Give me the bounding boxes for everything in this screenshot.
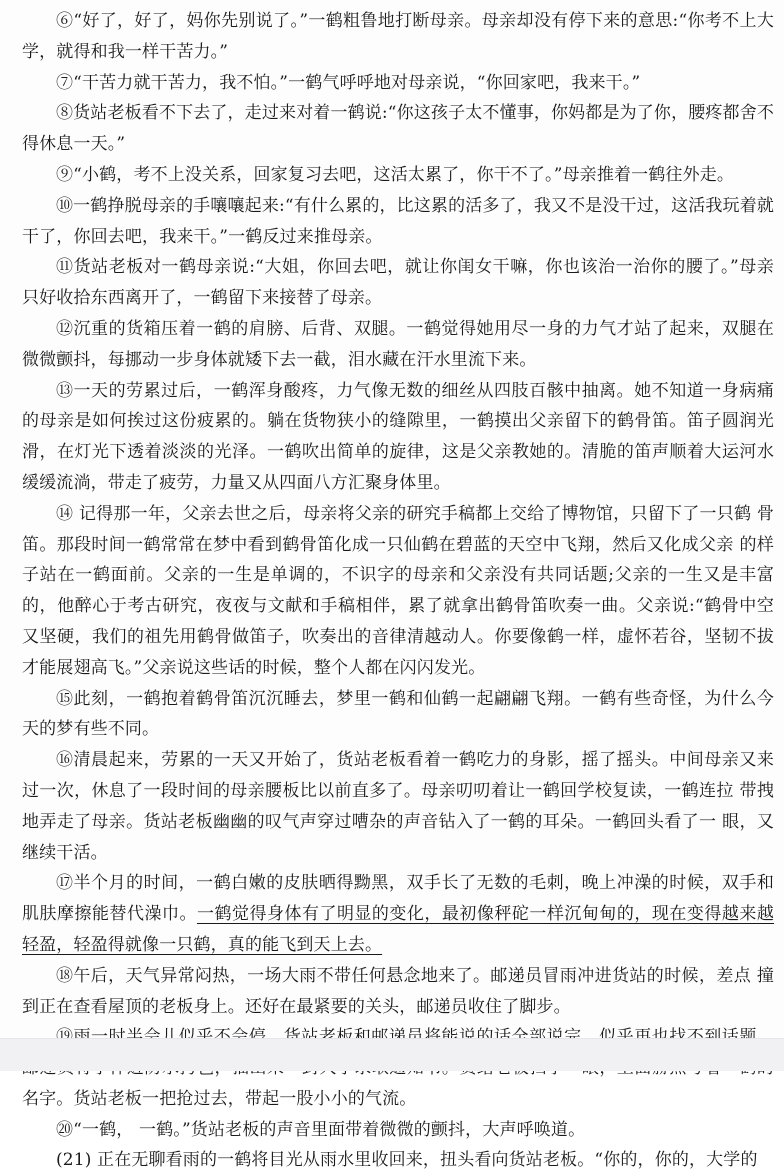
paragraph-15-text: ⑮此刻，一鹤抱着鹤骨笛沉沉睡去，梦里一鹤和仙鹤一起翩翩飞翔。一鹤有些奇怪，为什么今天的梦有些不同。 (22, 688, 774, 740)
paragraph-20 (22, 1115, 774, 1146)
paragraph-18-text: ⑱午后，天气异常闷热，一场大雨不带任何悬念地来了。邮递员冒雨冲进货站的时候，差点 撞到正在查看屋顶的老板身上。还好在最紧要的关头，邮递员收住了脚步。 (22, 965, 774, 1017)
paragraph-14 (22, 499, 774, 684)
paragraph-19-text: 名字。货站老板一把抢过去，带起一股小小的气流。 (22, 1088, 417, 1109)
paragraph-6 (22, 6, 774, 68)
paragraph-17-underlined-sentence: 一鹤觉得身体有了明显的变化，最初像秤砣一样沉甸甸的，现在变得越来越轻盈，轻盈得就像一只鹤，真的能飞到天上去。 (22, 904, 775, 955)
paragraph-20-text: ⑳“一鹤， 一鹤。”货站老板的声音里面带着微微的颤抖，大声呼唤道。 (56, 1119, 586, 1140)
paragraph-13 (22, 376, 774, 499)
paragraph-10 (22, 191, 774, 253)
paragraph-8 (22, 98, 774, 160)
paragraph-7-text: ⑦“干苦力就干苦力，我不怕。”一鹤气呼呼地对母亲说，“你回家吧，我来干。” (56, 72, 641, 93)
paragraph-10-text: ⑩一鹤挣脱母亲的手嚷嚷起来:“有什么累的，比这累的活多了，我又不是没干过，这活我玩着就干了，你回去吧，我来干。”一鹤反过来推母亲。 (22, 195, 774, 247)
paragraph-18 (22, 961, 774, 1023)
paragraph-6-text: ⑥“好了，好了，妈你先别说了。”一鹤粗鲁地打断母亲。母亲却没有停下来的意思:“你考不上大学，就得和我一样干苦力。” (22, 11, 774, 62)
paragraph-12 (22, 314, 774, 376)
paragraph-9-text: ⑨“小鹤，考不上没关系，回家复习去吧，这活太累了，你干不了。”母亲推着一鹤往外走。 (56, 164, 735, 185)
paragraph-14-text: ⑭ 记得那一年，父亲去世之后，母亲将父亲的研究手稿都上交给了博物馆，只留下了一只鹤 骨笛。那段时间一鹤常常在梦中看到鹤骨笛化成一只仙鹤在碧蓝的天空中飞翔，然后又化成父亲 的样子站在一鹤面前。父亲的一生是单调的，不识字的母亲和父亲没有共同话题;父亲的一生又是丰富的，他醉心于考古研究，夜夜与文献和手稿相伴，累了就拿出鹤骨笛吹奏一曲。父亲说:“鹤骨中空又坚硬，我们的祖先用鹤骨做笛子，吹奏出的音律清越动人。你要像鹤一样，虚怀若谷，坚韧不拔才能展翅高飞。”父亲说这些话的时候，整个人都在闪闪发光。 (22, 503, 774, 678)
paragraph-12-text: ⑫沉重的货箱压着一鹤的肩膀、后背、双腿。一鹤觉得她用尽一身的力气才站了起来，双腿在微微颤抖，每挪动一步身体就矮下去一截，泪水藏在汗水里流下来。 (22, 318, 774, 370)
bottom-bar (0, 1038, 784, 1071)
paragraph-16-text: ⑯清晨起来，劳累的一天又开始了，货站老板看着一鹤吃力的身影，摇了摇头。中间母亲又来过一次，休息了一段时间的母亲腰板比以前直多了。母亲叨叨着让一鹤回学校复读，一鹤连拉 带拽地弄走了母亲。货站老板幽幽的叹气声穿过嘈杂的声音钻入了一鹤的耳朵。一鹤回头看了一 眼，又继续干活。 (22, 750, 774, 863)
paragraph-8-text: ⑧货站老板看不下去了，走过来对着一鹤说:“你这孩子太不懂事，你妈都是为了你，腰疼都舍不得休息一天。” (22, 103, 774, 155)
document-body (22, 6, 774, 1176)
paragraph-21-text: (21) 正在无聊看雨的一鹤将目光从雨水里收回来，扭头看向货站老板。“你的，你的，大学的 (56, 1150, 758, 1171)
paragraph-15 (22, 684, 774, 746)
paragraph-11-text: ⑪货站老板对一鹤母亲说:“大姐，你回去吧，就让你闺女干嘛，你也该治一治你的腰了。”母亲只好收拾东西离开了，一鹤留下来接替了母亲。 (22, 257, 774, 309)
paragraph-21 (22, 1145, 774, 1176)
paragraph-7 (22, 68, 774, 99)
paragraph-17 (22, 868, 774, 960)
paragraph-13-text: ⑬一天的劳累过后，一鹤浑身酸疼，力气像无数的细丝从四肢百骸中抽离。她不知道一身病痛的母亲是如何挨过这份疲累的。躺在货物狭小的缝隙里，一鹤摸出父亲留下的鹤骨笛。笛子圆润光滑，在灯光下透着淡淡的光泽。一鹤吹出简单的旋律，这是父亲教她的。清脆的笛声顺着大运河水缓缓流淌，带走了疲劳，力量又从四面八方汇聚身体里。 (22, 380, 774, 493)
paragraph-17-text: ⑰半个月的时间，一鹤白嫩的皮肤晒得黝黑，双手长了无数的毛刺，晚上冲澡的时候，双手和肌肤摩擦能替代澡巾。 (22, 873, 774, 925)
paragraph-11 (22, 252, 774, 314)
paragraph-16 (22, 745, 774, 868)
paragraph-9 (22, 160, 774, 191)
